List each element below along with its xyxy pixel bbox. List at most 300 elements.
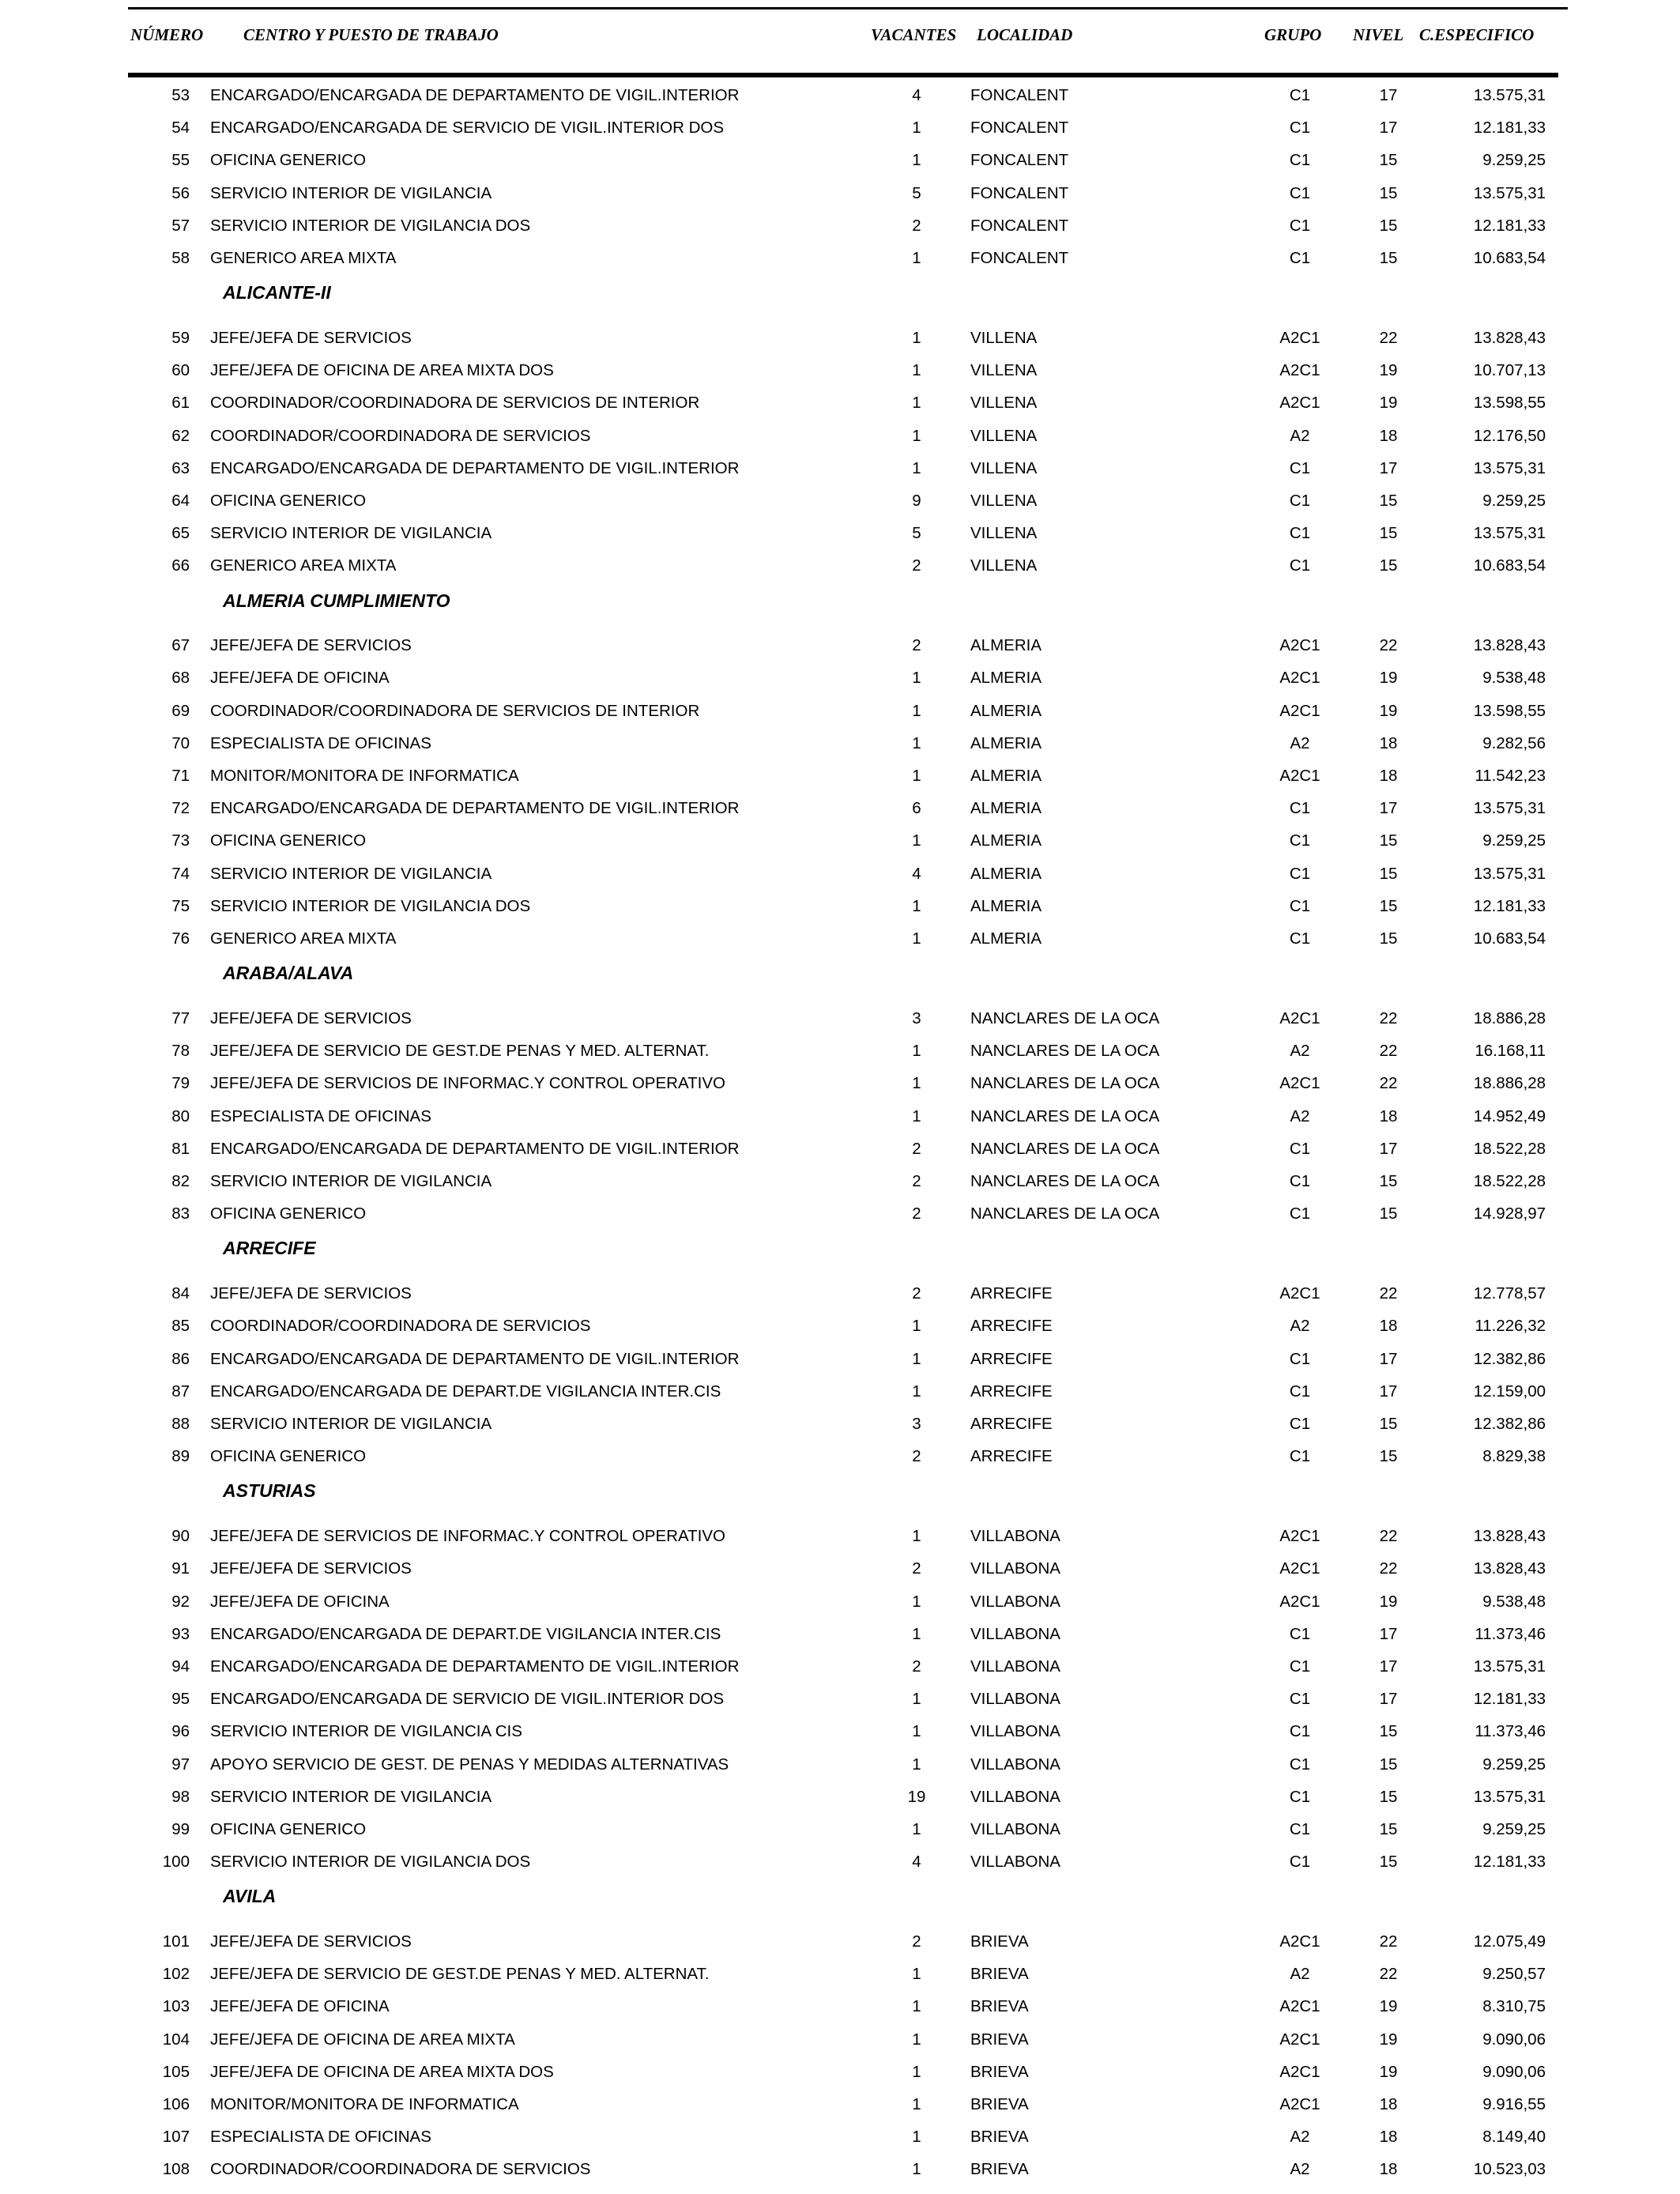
section-heading (0, 1880, 1680, 1913)
row-grupo: A2 (1290, 2160, 1310, 2179)
row-numero: 100 (162, 1853, 190, 1872)
row-localidad: VILLABONA (970, 1853, 1060, 1872)
row-grupo: A2C1 (1279, 636, 1320, 655)
row-vacantes: 1 (912, 2030, 921, 2049)
row-numero: 78 (171, 1042, 190, 1061)
row-numero: 108 (162, 2160, 190, 2179)
row-especifico: 13.828,43 (1473, 1527, 1546, 1546)
row-vacantes: 4 (912, 864, 921, 883)
row-grupo: C1 (1289, 1414, 1311, 1433)
table-row (0, 1100, 1680, 1133)
table-row (0, 1585, 1680, 1618)
row-vacantes: 1 (912, 1722, 921, 1741)
row-vacantes: 2 (912, 1932, 921, 1951)
row-grupo: A2C1 (1279, 1009, 1320, 1028)
row-especifico: 12.181,33 (1473, 1853, 1546, 1872)
row-numero: 97 (171, 1755, 190, 1774)
section-heading (0, 277, 1680, 309)
row-especifico: 9.259,25 (1482, 1819, 1546, 1838)
row-nivel: 18 (1379, 733, 1398, 752)
row-grupo: A2C1 (1279, 2030, 1320, 2049)
row-grupo: C1 (1289, 556, 1311, 575)
row-grupo: C1 (1289, 458, 1311, 477)
row-localidad: NANCLARES DE LA OCA (970, 1042, 1160, 1061)
row-vacantes: 1 (912, 929, 921, 948)
row-especifico: 9.259,25 (1482, 491, 1546, 510)
row-vacantes: 2 (912, 216, 921, 235)
row-vacantes: 1 (912, 1755, 921, 1774)
row-vacantes: 4 (912, 86, 921, 104)
row-especifico: 11.373,46 (1475, 1722, 1546, 1741)
row-especifico: 13.828,43 (1473, 1559, 1546, 1578)
row-especifico: 14.928,97 (1473, 1204, 1546, 1223)
row-grupo: A2C1 (1279, 1997, 1320, 2016)
row-localidad: ALMERIA (970, 701, 1042, 720)
row-grupo: C1 (1289, 1755, 1311, 1774)
row-vacantes: 2 (912, 1284, 921, 1303)
row-especifico: 13.575,31 (1473, 1657, 1546, 1676)
table-row (0, 1650, 1680, 1683)
row-nivel: 15 (1379, 216, 1398, 235)
row-numero: 90 (171, 1527, 190, 1546)
row-nivel: 18 (1379, 426, 1398, 445)
row-nivel: 17 (1379, 1690, 1398, 1709)
row-grupo: A2 (1290, 1106, 1310, 1125)
row-nivel: 19 (1379, 2062, 1398, 2081)
row-grupo: C1 (1289, 1657, 1311, 1676)
row-localidad: VILLABONA (970, 1755, 1060, 1774)
row-especifico: 11.226,32 (1475, 1317, 1546, 1336)
row-puesto: SERVICIO INTERIOR DE VIGILANCIA (210, 524, 492, 543)
row-grupo: A2C1 (1279, 1284, 1320, 1303)
row-nivel: 22 (1379, 1932, 1398, 1951)
row-localidad: VILLABONA (970, 1690, 1060, 1709)
row-nivel: 18 (1379, 1106, 1398, 1125)
row-nivel: 15 (1379, 896, 1398, 915)
table-row (0, 1165, 1680, 1197)
row-puesto: ESPECIALISTA DE OFICINAS (210, 733, 431, 752)
table-row (0, 1845, 1680, 1878)
row-localidad: VILLENA (970, 556, 1038, 575)
row-especifico: 13.575,31 (1473, 458, 1546, 477)
row-especifico: 8.310,75 (1482, 1997, 1546, 2016)
row-localidad: ALMERIA (970, 864, 1042, 883)
row-numero: 73 (171, 831, 190, 850)
row-especifico: 12.778,57 (1473, 1284, 1546, 1303)
row-localidad: FONCALENT (970, 249, 1069, 267)
row-nivel: 19 (1379, 1997, 1398, 2016)
row-localidad: BRIEVA (970, 2095, 1029, 2114)
table-row (0, 1683, 1680, 1715)
row-localidad: ALMERIA (970, 767, 1042, 786)
row-puesto: ENCARGADO/ENCARGADA DE SERVICIO DE VIGIL.INTERIOR DOS (210, 119, 725, 138)
row-numero: 86 (171, 1349, 190, 1368)
row-nivel: 18 (1379, 767, 1398, 786)
row-grupo: A2 (1290, 2128, 1310, 2147)
row-puesto: JEFE/JEFA DE SERVICIOS (210, 636, 412, 655)
row-puesto: JEFE/JEFA DE SERVICIOS (210, 1009, 412, 1028)
row-numero: 105 (162, 2062, 190, 2081)
row-especifico: 18.522,28 (1473, 1139, 1546, 1158)
header-vacantes: VACANTES (871, 25, 957, 44)
row-numero: 96 (171, 1722, 190, 1741)
row-vacantes: 1 (912, 1074, 921, 1093)
row-vacantes: 1 (912, 831, 921, 850)
row-vacantes: 2 (912, 1172, 921, 1191)
row-especifico: 18.886,28 (1473, 1074, 1546, 1093)
row-grupo: A2C1 (1279, 1527, 1320, 1546)
table-row (0, 1310, 1680, 1342)
section-title: AVILA (223, 1886, 277, 1907)
row-localidad: BRIEVA (970, 1932, 1029, 1951)
row-nivel: 18 (1379, 2128, 1398, 2147)
row-puesto: MONITOR/MONITORA DE INFORMATICA (210, 767, 519, 786)
row-nivel: 22 (1379, 328, 1398, 347)
row-localidad: VILLENA (970, 491, 1038, 510)
table-row (0, 1408, 1680, 1440)
row-numero: 72 (171, 799, 190, 818)
row-nivel: 18 (1379, 2095, 1398, 2114)
row-grupo: A2C1 (1279, 669, 1320, 688)
row-grupo: A2 (1290, 1042, 1310, 1061)
row-especifico: 12.382,86 (1473, 1349, 1546, 1368)
table-row (0, 1990, 1680, 2022)
row-numero: 89 (171, 1447, 190, 1466)
row-nivel: 22 (1379, 1965, 1398, 1984)
row-numero: 88 (171, 1414, 190, 1433)
row-numero: 79 (171, 1074, 190, 1093)
row-numero: 70 (171, 733, 190, 752)
row-especifico: 10.683,54 (1473, 556, 1546, 575)
row-numero: 101 (162, 1932, 190, 1951)
row-grupo: C1 (1289, 1690, 1311, 1709)
row-grupo: C1 (1289, 1382, 1311, 1400)
table-row (0, 79, 1680, 111)
row-vacantes: 1 (912, 733, 921, 752)
row-numero: 59 (171, 328, 190, 347)
row-nivel: 18 (1379, 2160, 1398, 2179)
row-localidad: ARRECIFE (970, 1284, 1053, 1303)
row-localidad: FONCALENT (970, 216, 1069, 235)
row-numero: 92 (171, 1592, 190, 1611)
table-row (0, 858, 1680, 890)
row-grupo: A2 (1290, 426, 1310, 445)
row-nivel: 18 (1379, 1317, 1398, 1336)
row-vacantes: 4 (912, 1853, 921, 1872)
row-especifico: 12.181,33 (1473, 119, 1546, 138)
row-vacantes: 5 (912, 183, 921, 202)
row-especifico: 12.181,33 (1473, 1690, 1546, 1709)
row-nivel: 17 (1379, 799, 1398, 818)
section-title: ARRECIFE (223, 1238, 316, 1259)
row-vacantes: 1 (912, 2160, 921, 2179)
row-puesto: ENCARGADO/ENCARGADA DE DEPART.DE VIGILANCIA INTER.CIS (210, 1382, 721, 1400)
row-nivel: 15 (1379, 491, 1398, 510)
row-numero: 99 (171, 1819, 190, 1838)
row-especifico: 12.382,86 (1473, 1414, 1546, 1433)
row-localidad: VILLENA (970, 361, 1038, 380)
table-row (0, 890, 1680, 922)
row-especifico: 14.952,49 (1473, 1106, 1546, 1125)
row-especifico: 12.176,50 (1473, 426, 1546, 445)
row-especifico: 9.259,25 (1482, 831, 1546, 850)
row-numero: 61 (171, 394, 190, 413)
row-especifico: 10.707,13 (1473, 361, 1546, 380)
row-localidad: VILLABONA (970, 1559, 1060, 1578)
table-row (0, 1440, 1680, 1472)
row-numero: 64 (171, 491, 190, 510)
table-row (0, 1552, 1680, 1585)
row-vacantes: 19 (907, 1787, 926, 1806)
row-vacantes: 2 (912, 556, 921, 575)
row-puesto: SERVICIO INTERIOR DE VIGILANCIA (210, 1414, 492, 1433)
row-especifico: 10.683,54 (1473, 249, 1546, 267)
row-vacantes: 3 (912, 1414, 921, 1433)
row-puesto: SERVICIO INTERIOR DE VIGILANCIA (210, 864, 492, 883)
header-numero: NÚMERO (130, 25, 204, 44)
table-row (0, 1343, 1680, 1375)
table-row (0, 629, 1680, 662)
table-row (0, 242, 1680, 274)
row-nivel: 17 (1379, 458, 1398, 477)
row-grupo: A2C1 (1279, 328, 1320, 347)
row-localidad: VILLENA (970, 524, 1038, 543)
row-vacantes: 1 (912, 1042, 921, 1061)
row-nivel: 15 (1379, 831, 1398, 850)
row-localidad: NANCLARES DE LA OCA (970, 1172, 1160, 1191)
row-puesto: SERVICIO INTERIOR DE VIGILANCIA DOS (210, 216, 531, 235)
row-localidad: BRIEVA (970, 2062, 1029, 2081)
row-especifico: 9.538,48 (1482, 669, 1546, 688)
row-puesto: ENCARGADO/ENCARGADA DE DEPARTAMENTO DE VIGIL.INTERIOR (210, 1349, 740, 1368)
row-vacantes: 1 (912, 701, 921, 720)
row-vacantes: 1 (912, 1382, 921, 1400)
table-row (0, 177, 1680, 209)
section-title: ALMERIA CUMPLIMIENTO (223, 590, 450, 611)
row-localidad: ALMERIA (970, 733, 1042, 752)
row-localidad: ALMERIA (970, 929, 1042, 948)
header-grupo: GRUPO (1264, 25, 1322, 44)
row-vacantes: 1 (912, 2062, 921, 2081)
row-vacantes: 1 (912, 669, 921, 688)
row-puesto: JEFE/JEFA DE OFICINA (210, 1997, 390, 2016)
section-heading (0, 1232, 1680, 1265)
header-centro: CENTRO Y PUESTO DE TRABAJO (243, 25, 499, 44)
row-localidad: VILLENA (970, 426, 1038, 445)
section-title: ASTURIAS (223, 1480, 316, 1502)
row-puesto: OFICINA GENERICO (210, 491, 367, 510)
row-grupo: A2 (1290, 1965, 1310, 1984)
row-nivel: 17 (1379, 1657, 1398, 1676)
row-nivel: 17 (1379, 86, 1398, 104)
row-puesto: JEFE/JEFA DE OFICINA (210, 1592, 390, 1611)
row-numero: 84 (171, 1284, 190, 1303)
row-grupo: C1 (1289, 1139, 1311, 1158)
row-puesto: MONITOR/MONITORA DE INFORMATICA (210, 2095, 519, 2114)
row-nivel: 22 (1379, 1074, 1398, 1093)
row-puesto: SERVICIO INTERIOR DE VIGILANCIA CIS (210, 1722, 522, 1741)
row-localidad: VILLABONA (970, 1527, 1060, 1546)
row-puesto: GENERICO AREA MIXTA (210, 556, 397, 575)
row-puesto: JEFE/JEFA DE SERVICIOS (210, 1559, 412, 1578)
row-numero: 55 (171, 151, 190, 170)
row-puesto: JEFE/JEFA DE OFICINA DE AREA MIXTA DOS (210, 361, 554, 380)
table-row (0, 1748, 1680, 1781)
row-puesto: COORDINADOR/COORDINADORA DE SERVICIOS DE INTERIOR (210, 394, 700, 413)
table-row (0, 484, 1680, 517)
row-numero: 54 (171, 119, 190, 138)
row-numero: 75 (171, 896, 190, 915)
row-nivel: 22 (1379, 1009, 1398, 1028)
section-heading (0, 1475, 1680, 1507)
row-numero: 77 (171, 1009, 190, 1028)
row-puesto: OFICINA GENERICO (210, 1447, 367, 1466)
row-especifico: 9.259,25 (1482, 151, 1546, 170)
table-row (0, 517, 1680, 549)
row-localidad: BRIEVA (970, 2128, 1029, 2147)
row-numero: 76 (171, 929, 190, 948)
row-localidad: NANCLARES DE LA OCA (970, 1139, 1160, 1158)
row-especifico: 9.090,06 (1482, 2030, 1546, 2049)
row-grupo: C1 (1289, 1819, 1311, 1838)
table-row (0, 1520, 1680, 1552)
row-grupo: C1 (1289, 799, 1311, 818)
row-nivel: 15 (1379, 1819, 1398, 1838)
row-numero: 91 (171, 1559, 190, 1578)
row-grupo: C1 (1289, 524, 1311, 543)
row-vacantes: 1 (912, 1349, 921, 1368)
row-especifico: 13.575,31 (1473, 183, 1546, 202)
row-localidad: VILLABONA (970, 1787, 1060, 1806)
row-especifico: 13.598,55 (1473, 394, 1546, 413)
row-numero: 85 (171, 1317, 190, 1336)
table-row (0, 1277, 1680, 1310)
row-puesto: OFICINA GENERICO (210, 151, 367, 170)
row-localidad: NANCLARES DE LA OCA (970, 1106, 1160, 1125)
table-row (0, 144, 1680, 176)
section-heading (0, 957, 1680, 990)
row-vacantes: 3 (912, 1009, 921, 1028)
row-nivel: 15 (1379, 524, 1398, 543)
row-puesto: SERVICIO INTERIOR DE VIGILANCIA DOS (210, 896, 531, 915)
row-localidad: ALMERIA (970, 896, 1042, 915)
row-nivel: 22 (1379, 1284, 1398, 1303)
table-row (0, 386, 1680, 419)
row-puesto: SERVICIO INTERIOR DE VIGILANCIA (210, 183, 492, 202)
row-puesto: JEFE/JEFA DE SERVICIOS (210, 1932, 412, 1951)
table-row (0, 322, 1680, 354)
row-especifico: 8.829,38 (1482, 1447, 1546, 1466)
row-nivel: 22 (1379, 1042, 1398, 1061)
row-vacantes: 2 (912, 1657, 921, 1676)
row-grupo: C1 (1289, 1853, 1311, 1872)
row-vacantes: 2 (912, 1204, 921, 1223)
row-grupo: A2C1 (1279, 767, 1320, 786)
row-puesto: ENCARGADO/ENCARGADA DE DEPARTAMENTO DE VIGIL.INTERIOR (210, 1139, 740, 1158)
row-grupo: C1 (1289, 1787, 1311, 1806)
row-puesto: ENCARGADO/ENCARGADA DE SERVICIO DE VIGIL.INTERIOR DOS (210, 1690, 725, 1709)
row-localidad: BRIEVA (970, 1965, 1029, 1984)
row-puesto: APOYO SERVICIO DE GEST. DE PENAS Y MEDIDAS ALTERNATIVAS (210, 1755, 729, 1774)
row-numero: 104 (162, 2030, 190, 2049)
table-row (0, 1813, 1680, 1845)
table-row (0, 695, 1680, 727)
row-nivel: 15 (1379, 151, 1398, 170)
table-row (0, 111, 1680, 144)
row-especifico: 13.575,31 (1473, 1787, 1546, 1806)
row-grupo: C1 (1289, 896, 1311, 915)
row-localidad: FONCALENT (970, 183, 1069, 202)
row-numero: 67 (171, 636, 190, 655)
row-especifico: 8.149,40 (1482, 2128, 1546, 2147)
row-puesto: GENERICO AREA MIXTA (210, 929, 397, 948)
table-row (0, 760, 1680, 792)
row-numero: 62 (171, 426, 190, 445)
table-row (0, 1925, 1680, 1958)
row-grupo: A2C1 (1279, 1932, 1320, 1951)
row-nivel: 19 (1379, 2030, 1398, 2049)
row-vacantes: 1 (912, 767, 921, 786)
row-vacantes: 6 (912, 799, 921, 818)
row-vacantes: 2 (912, 636, 921, 655)
table-row (0, 1035, 1680, 1067)
header-localidad: LOCALIDAD (977, 25, 1073, 44)
header-especifico: C.ESPECIFICO (1419, 25, 1535, 44)
row-nivel: 22 (1379, 1527, 1398, 1546)
row-grupo: C1 (1289, 151, 1311, 170)
row-puesto: OFICINA GENERICO (210, 1819, 367, 1838)
table-row (0, 1618, 1680, 1650)
row-grupo: C1 (1289, 183, 1311, 202)
row-puesto: JEFE/JEFA DE OFICINA DE AREA MIXTA (210, 2030, 515, 2049)
row-localidad: VILLABONA (970, 1592, 1060, 1611)
row-nivel: 17 (1379, 1382, 1398, 1400)
row-grupo: C1 (1289, 491, 1311, 510)
section-title: ALICANTE-II (223, 282, 331, 303)
row-puesto: GENERICO AREA MIXTA (210, 249, 397, 267)
row-numero: 93 (171, 1624, 190, 1643)
row-grupo: C1 (1289, 1624, 1311, 1643)
row-especifico: 9.259,25 (1482, 1755, 1546, 1774)
row-puesto: COORDINADOR/COORDINADORA DE SERVICIOS (210, 2160, 591, 2179)
row-localidad: VILLABONA (970, 1657, 1060, 1676)
row-localidad: NANCLARES DE LA OCA (970, 1009, 1160, 1028)
row-vacantes: 1 (912, 1624, 921, 1643)
row-numero: 87 (171, 1382, 190, 1400)
row-grupo: C1 (1289, 929, 1311, 948)
table-row (0, 727, 1680, 760)
row-numero: 81 (171, 1139, 190, 1158)
row-nivel: 15 (1379, 864, 1398, 883)
row-vacantes: 1 (912, 1965, 921, 1984)
row-vacantes: 1 (912, 2128, 921, 2147)
row-nivel: 22 (1379, 636, 1398, 655)
row-puesto: COORDINADOR/COORDINADORA DE SERVICIOS (210, 1317, 591, 1336)
row-numero: 58 (171, 249, 190, 267)
row-localidad: VILLABONA (970, 1624, 1060, 1643)
row-grupo: A2C1 (1279, 1074, 1320, 1093)
row-puesto: JEFE/JEFA DE OFICINA (210, 669, 390, 688)
row-numero: 56 (171, 183, 190, 202)
table-row (0, 662, 1680, 694)
row-vacantes: 1 (912, 1690, 921, 1709)
row-especifico: 11.373,46 (1475, 1624, 1546, 1643)
row-especifico: 9.250,57 (1482, 1965, 1546, 1984)
row-numero: 107 (162, 2128, 190, 2147)
row-vacantes: 1 (912, 896, 921, 915)
table-row (0, 452, 1680, 484)
row-numero: 82 (171, 1172, 190, 1191)
